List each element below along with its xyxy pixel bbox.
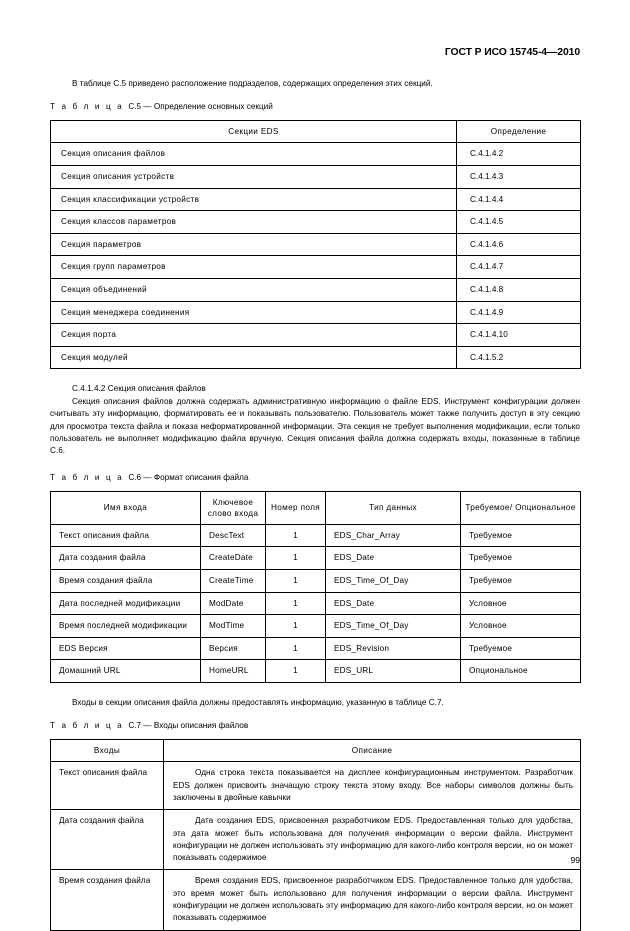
table-c5-cell-definition: C.4.1.4.6 (457, 233, 581, 256)
table-c5-cell-definition: C.4.1.4.4 (457, 188, 581, 211)
table-c6-cell-name: Текст описания файла (51, 524, 201, 547)
table-row (51, 211, 581, 234)
table-c5-caption-dash: — (143, 102, 152, 112)
section-paragraph-c4142: Секция описания файлов должна содержать административную информацию о файле EDS. Инструмент конфигурации должен считывать эту информацию, форматировать ее и показывать пользователю. Пользователь может также получить доступ в эту секцию для просмотра текста файла и показа неформатированной информации. Эта секция не требует выполнения модификации, если только пользователь не выполняет модификацию файла вручную. Секция описания файла должна содержать входы, показанные в таблице С.6. (50, 396, 580, 456)
table-c6-col-field-number: Номер поля (266, 491, 326, 524)
table-c5-caption-prefix: Т а б л и ц а (50, 102, 124, 112)
table-c6-caption (50, 472, 580, 484)
table-c7-caption-title: Входы описания файлов (153, 721, 249, 731)
table-c5-caption-number: С.5 (128, 102, 142, 112)
table-c6-cell-field: 1 (266, 569, 326, 592)
table-c6-cell-datatype: EDS_URL (326, 660, 461, 683)
table-c6-cell-datatype: EDS_Date (326, 592, 461, 615)
table-row (51, 256, 581, 279)
table-c6-cell-field: 1 (266, 592, 326, 615)
table-row (51, 870, 581, 930)
table-c6-cell-keyword: ModDate (201, 592, 266, 615)
table-row (51, 278, 581, 301)
table-c6-cell-datatype: EDS_Revision (326, 637, 461, 660)
table-c5-cell-section: Секция объединений (51, 278, 457, 301)
table-c6-cell-name: Время последней модификации (51, 615, 201, 638)
table-c6-cell-datatype: EDS_Time_Of_Day (326, 615, 461, 638)
table-c6-cell-requirement: Опциональное (461, 660, 581, 683)
table-row (51, 615, 581, 638)
table-row (51, 188, 581, 211)
table-c7-caption (50, 720, 580, 732)
table-c6-cell-name: Дата создания файла (51, 547, 201, 570)
table-c5-caption (50, 101, 580, 113)
table-c6-cell-name: Домашний URL (51, 660, 201, 683)
table-c5-col-definition: Определение (457, 121, 581, 143)
table-c5-cell-definition: C.4.1.5.2 (457, 346, 581, 369)
table-c7-cell-description: Время создания EDS, присвоенное разработчиком EDS. Предоставленное только для удобства, это время может быть использовано для получения информации о версии файла. Инструмент конфигурации не должен использовать эту информацию для какого-либо контроля версии, но он может показывать содержимое (164, 870, 581, 930)
table-c7-col-description: Описание (164, 740, 581, 762)
table-row (51, 810, 581, 870)
table-c5-cell-section: Секция менеджера соединения (51, 301, 457, 324)
table-c6-cell-keyword: ModTime (201, 615, 266, 638)
table-c7-caption-number: С.7 (128, 721, 142, 731)
table-c5-cell-section: Секция модулей (51, 346, 457, 369)
table-c7-col-entries: Входы (51, 740, 164, 762)
table-c7-cell-description: Дата создания EDS, присвоенная разработчиком EDS. Предоставленная только для удобства, эта дата может быть использована для получения информации о версии файла. Инструмент конфигурации не должен использовать эту информацию для какого-либо контроля версии, но он может показывать содержимое (164, 810, 581, 870)
table-c6-caption-prefix: Т а б л и ц а (50, 472, 124, 482)
table-c7-caption-dash: — (143, 721, 152, 731)
table-row (51, 637, 581, 660)
table-c6-col-entry-name: Имя входа (51, 491, 201, 524)
table-c6-col-requirement: Требуемое/ Опциональное (461, 491, 581, 524)
table-c6-cell-requirement: Условное (461, 592, 581, 615)
table-c7-header-row (51, 740, 581, 762)
table-row (51, 346, 581, 369)
bridge-paragraph: Входы в секции описания файла должны предоставлять информацию, указанную в таблице С.7. (72, 697, 444, 707)
table-c5-cell-definition: C.4.1.4.8 (457, 278, 581, 301)
table-row (51, 324, 581, 347)
table-c6-cell-field: 1 (266, 524, 326, 547)
table-c5-cell-section: Секция групп параметров (51, 256, 457, 279)
table-c6-caption-number: С.6 (128, 472, 142, 482)
table-c7-cell-entry: Дата создания файла (51, 810, 164, 870)
table-c7-cell-description: Одна строка текста показывается на дисплее конфигурационным инструментом. Разработчик EDS должен присвоить значащую строку текста этому входу. Все наборы символов должны быть заключены в двойные кавычки (164, 762, 581, 810)
table-c6-cell-field: 1 (266, 660, 326, 683)
table-row (51, 524, 581, 547)
table-c7-cell-entry: Текст описания файла (51, 762, 164, 810)
table-row (51, 143, 581, 166)
table-c6-header-row (51, 491, 581, 524)
table-c6-col-keyword: Ключевое слово входа (201, 491, 266, 524)
table-c7-cell-entry: Время создания файла (51, 870, 164, 930)
table-row (51, 166, 581, 189)
table-c6-caption-title: Формат описания файла (153, 472, 249, 482)
table-c6-cell-keyword: CreateDate (201, 547, 266, 570)
table-c7-caption-prefix: Т а б л и ц а (50, 721, 124, 731)
table-c5-cell-section: Секция описания устройств (51, 166, 457, 189)
table-c5-cell-definition: C.4.1.4.10 (457, 324, 581, 347)
table-c6-cell-requirement: Условное (461, 615, 581, 638)
table-c6-cell-keyword: HomeURL (201, 660, 266, 683)
section-heading-c4142: C.4.1.4.2 Секция описания файлов (72, 384, 206, 394)
table-c5-cell-definition: C.4.1.4.9 (457, 301, 581, 324)
table-c6-cell-keyword: CreateTime (201, 569, 266, 592)
table-c5-main-sections (50, 120, 581, 369)
table-c6-cell-requirement: Требуемое (461, 524, 581, 547)
table-c6-cell-datatype: EDS_Char_Array (326, 524, 461, 547)
table-c6-cell-name: EDS Версия (51, 637, 201, 660)
table-c5-cell-definition: C.4.1.4.7 (457, 256, 581, 279)
page-number: 99 (570, 855, 580, 865)
table-row (51, 547, 581, 570)
document-content-column (50, 78, 580, 931)
table-c6-col-datatype: Тип данных (326, 491, 461, 524)
table-c5-cell-section: Секция классов параметров (51, 211, 457, 234)
table-c5-caption-title: Определение основных секций (153, 102, 273, 112)
table-c6-cell-keyword: DescText (201, 524, 266, 547)
table-c7-file-description-entries (50, 739, 581, 930)
table-c6-cell-name: Дата последней модификации (51, 592, 201, 615)
table-c6-cell-requirement: Требуемое (461, 569, 581, 592)
table-c5-cell-section: Секция порта (51, 324, 457, 347)
table-row (51, 233, 581, 256)
table-c6-cell-requirement: Требуемое (461, 547, 581, 570)
table-c6-cell-name: Время создания файла (51, 569, 201, 592)
table-c6-cell-datatype: EDS_Date (326, 547, 461, 570)
table-c5-col-eds-sections: Секции EDS (51, 121, 457, 143)
table-c6-cell-field: 1 (266, 547, 326, 570)
table-c5-cell-definition: C.4.1.4.3 (457, 166, 581, 189)
table-row (51, 592, 581, 615)
table-c6-cell-requirement: Требуемое (461, 637, 581, 660)
table-row (51, 660, 581, 683)
table-c5-cell-section: Секция параметров (51, 233, 457, 256)
table-row (51, 762, 581, 810)
table-c6-cell-field: 1 (266, 615, 326, 638)
table-c6-cell-datatype: EDS_Time_Of_Day (326, 569, 461, 592)
table-c5-cell-section: Секция описания файлов (51, 143, 457, 166)
table-row (51, 301, 581, 324)
table-c6-cell-field: 1 (266, 637, 326, 660)
table-c6-file-description-format (50, 491, 581, 683)
table-c5-header-row (51, 121, 581, 143)
table-c5-cell-definition: C.4.1.4.5 (457, 211, 581, 234)
document-header-standard-number: ГОСТ Р ИСО 15745-4—2010 (444, 47, 580, 58)
table-c6-cell-keyword: Версия (201, 637, 266, 660)
table-row (51, 569, 581, 592)
table-c6-caption-dash: — (143, 472, 152, 482)
intro-paragraph: В таблице С.5 приведено расположение подразделов, содержащих определения этих секций. (72, 79, 433, 88)
table-c5-cell-section: Секция классификации устройств (51, 188, 457, 211)
table-c5-cell-definition: C.4.1.4.2 (457, 143, 581, 166)
